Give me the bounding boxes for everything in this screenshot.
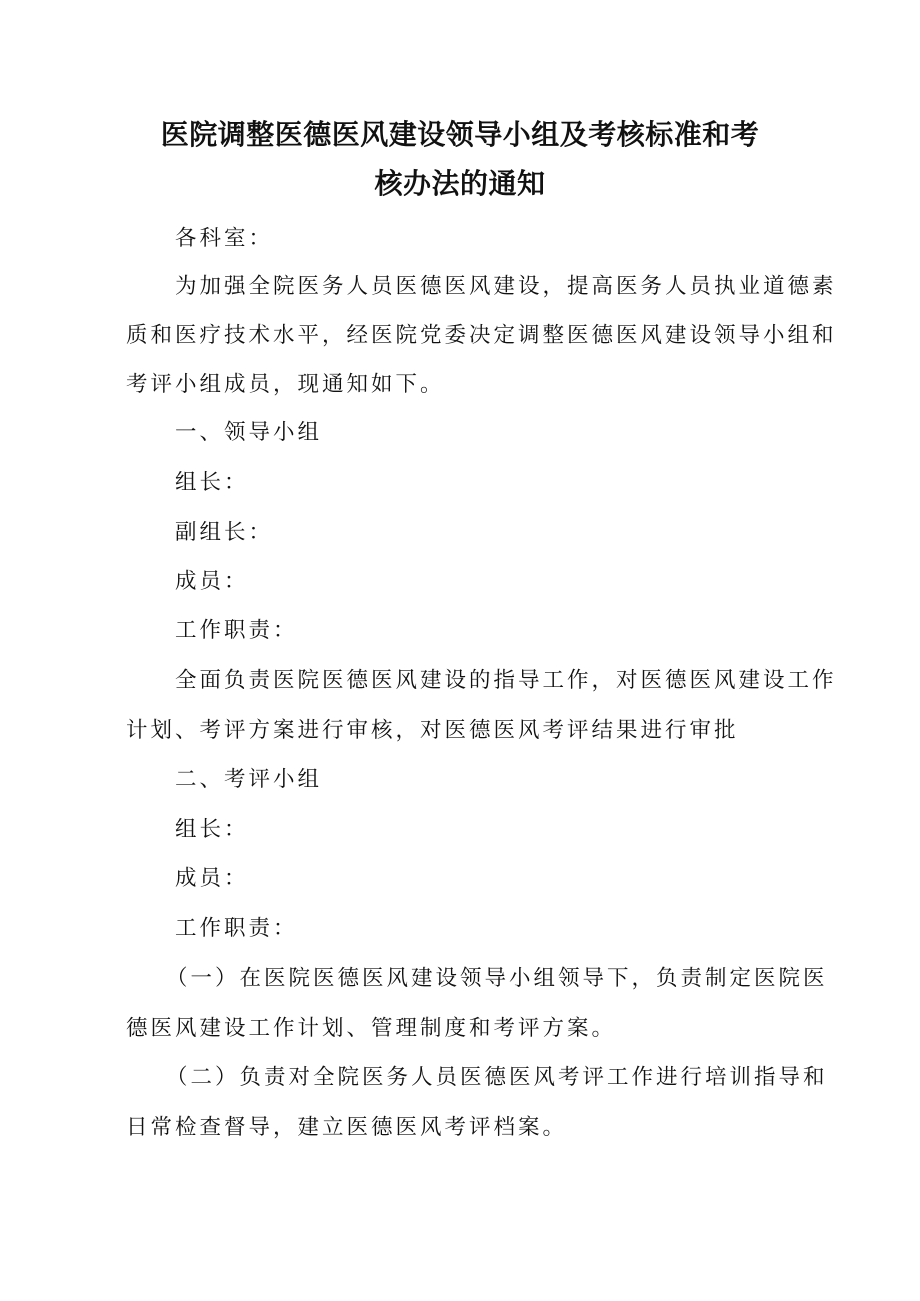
intro-line-1: 为加强全院医务人员医德医风建设，提高医务人员执业道德素 [175,274,837,299]
intro-line-3: 考评小组成员，现通知如下。 [126,372,445,397]
section2-heading: 二、考评小组 [175,767,323,792]
section1-duties-line-2: 计划、考评方案进行审核，对医德医风考评结果进行审批 [126,718,739,743]
section2-item2-line-2: 日常检查督导，建立医德医风考评档案。 [126,1115,568,1140]
salutation: 各科室： [175,226,274,251]
section2-item1-line-2: 德医风建设工作计划、管理制度和考评方案。 [126,1016,617,1041]
section1-deputy-label: 副组长： [175,520,274,545]
section2-item1-line-1: （一）在医院医德医风建设领导小组领导下，负责制定医院医 [166,966,828,991]
section1-duties-label: 工作职责： [175,618,298,643]
section2-item2-line-1: （二）负责对全院医务人员医德医风考评工作进行培训指导和 [166,1065,828,1090]
section1-leader-label: 组长： [175,470,249,495]
section2-members-label: 成员： [175,866,249,891]
section1-duties-line-1: 全面负责医院医德医风建设的指导工作，对医德医风建设工作 [175,668,837,693]
section1-members-label: 成员： [175,569,249,594]
document-title-line-2: 核办法的通知 [374,167,546,200]
section2-duties-label: 工作职责： [175,916,298,941]
intro-line-2: 质和医疗技术水平，经医院党委决定调整医德医风建设领导小组和 [126,323,837,348]
section2-leader-label: 组长： [175,817,249,842]
document-title-line-1: 医院调整医德医风建设领导小组及考核标准和考 [160,118,760,151]
section1-heading: 一、领导小组 [175,420,323,445]
